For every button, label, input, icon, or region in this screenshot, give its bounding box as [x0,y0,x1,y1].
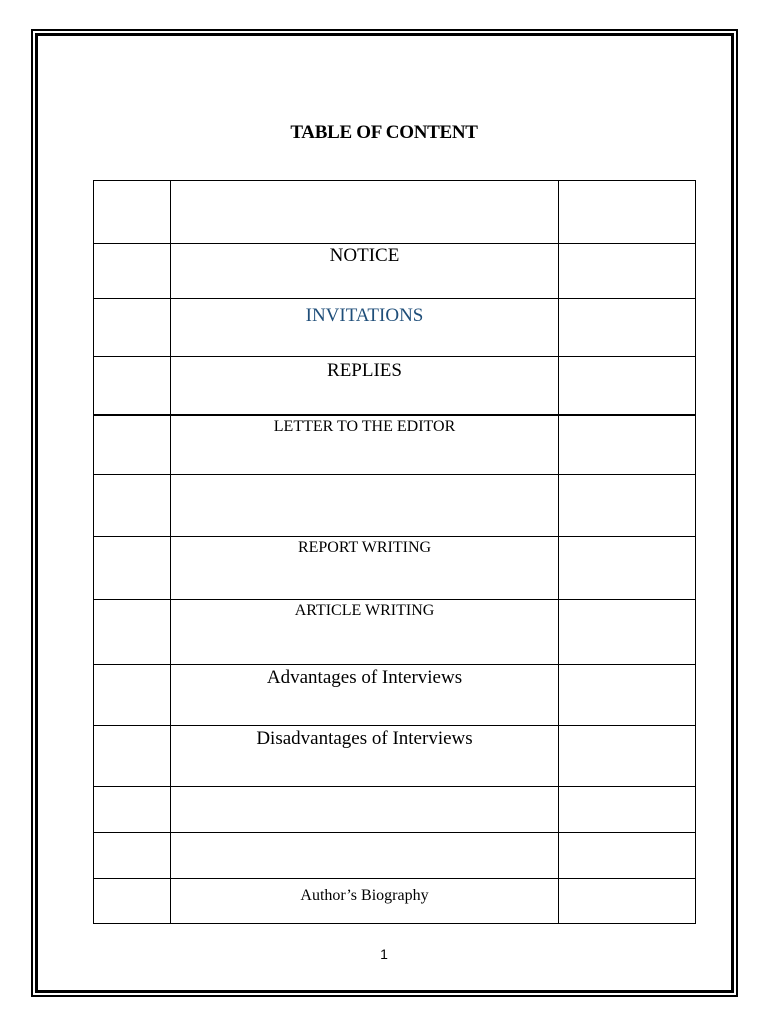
toc-number-cell [94,726,171,787]
toc-row-label: NOTICE [329,245,400,266]
toc-page-cell [559,879,696,924]
toc-row [94,244,696,299]
toc-row-label: LETTER TO THE EDITOR [273,417,456,435]
toc-page-cell [559,299,696,357]
document-title: TABLE OF CONTENT [290,122,478,143]
toc-title-cell [171,726,559,787]
toc-number-cell [94,787,171,833]
toc-title-cell [171,833,559,879]
toc-page-cell [559,600,696,665]
toc-title-cell [171,879,559,924]
toc-row-label: Author’s Biography [300,887,429,904]
toc-page-cell [559,726,696,787]
toc-title-cell [171,787,559,833]
page-number: 1 [380,946,388,962]
toc-page-cell [559,415,696,475]
toc-title-cell [171,244,559,299]
toc-row [94,181,696,244]
toc-number-cell [94,537,171,600]
toc-page-cell [559,357,696,415]
toc-row-label: REPLIES [327,360,402,381]
toc-row [94,833,696,879]
toc-title-cell [171,357,559,415]
toc-number-cell [94,879,171,924]
toc-page-cell [559,787,696,833]
toc-number-cell [94,833,171,879]
toc-number-cell [94,475,171,537]
toc-number-cell [94,415,171,475]
toc-row [94,357,696,415]
toc-page-cell [559,244,696,299]
toc-row-label: Disadvantages of Interviews [256,728,473,749]
toc-row [94,726,696,787]
toc-number-cell [94,600,171,665]
toc-title-cell [171,415,559,475]
toc-table [93,180,696,924]
toc-title-cell [171,600,559,665]
toc-title-cell [171,665,559,726]
toc-page-cell [559,833,696,879]
toc-title-cell [171,537,559,600]
toc-row-label: REPORT WRITING [297,539,432,556]
toc-row [94,299,696,357]
toc-page-cell [559,537,696,600]
toc-title-cell [171,299,559,357]
toc-row [94,600,696,665]
toc-number-cell [94,299,171,357]
toc-page-cell [559,475,696,537]
toc-row-label: INVITATIONS [305,305,424,326]
toc-number-cell [94,181,171,244]
toc-title-cell [171,475,559,537]
toc-number-cell [94,665,171,726]
toc-title-cell [171,181,559,244]
toc-row [94,879,696,924]
toc-row [94,415,696,475]
toc-row-label: Advantages of Interviews [266,667,463,688]
toc-number-cell [94,357,171,415]
toc-number-cell [94,244,171,299]
toc-page-cell [559,665,696,726]
toc-row-label: ARTICLE WRITING [294,602,435,619]
toc-row [94,537,696,600]
toc-row [94,787,696,833]
toc-row [94,475,696,537]
toc-row [94,665,696,726]
toc-page-cell [559,181,696,244]
